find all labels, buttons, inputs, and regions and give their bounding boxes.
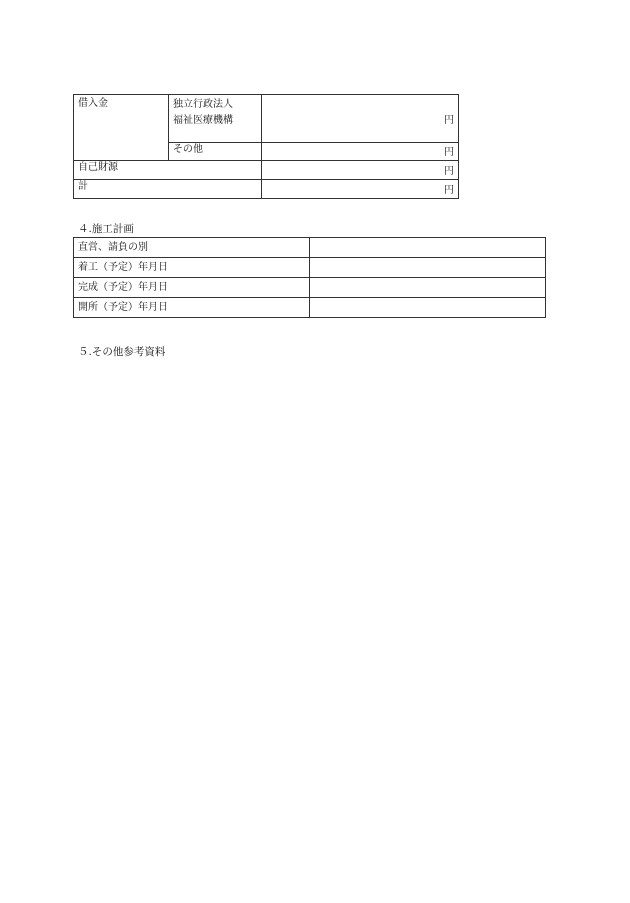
loan-label: 借入金: [78, 98, 108, 109]
yen-unit: 円: [444, 185, 454, 196]
plan-label-opening-date: 開所（予定）年月日: [74, 298, 310, 318]
lender-wam-cell: [169, 95, 262, 143]
total-label: 計: [78, 181, 88, 192]
plan-value-contract-type[interactable]: [310, 238, 546, 258]
table-row: [74, 180, 459, 199]
yen-unit: 円: [444, 166, 454, 177]
total-cell: [74, 180, 262, 199]
yen-unit: 円: [444, 147, 454, 158]
section-heading-reference-materials: ５.その他参考資料: [78, 346, 166, 358]
table-row: [74, 95, 459, 143]
funding-sources-table: [73, 94, 459, 199]
own-funds-amount[interactable]: [262, 161, 459, 180]
plan-value-completion-date[interactable]: [310, 278, 546, 298]
plan-label-contract-type: 直営、請負の別: [74, 238, 310, 258]
plan-label-start-date: 着工（予定）年月日: [74, 258, 310, 278]
loan-label-cell: [74, 95, 169, 161]
lender-other-label: その他: [173, 144, 203, 155]
lender-wam-amount[interactable]: [262, 95, 459, 143]
plan-value-opening-date[interactable]: [310, 298, 546, 318]
table-row: [74, 298, 546, 318]
lender-other-amount[interactable]: [262, 143, 459, 161]
lender-other-cell: [169, 143, 262, 161]
table-row: [74, 278, 546, 298]
lender-wam-line2: 福祉医療機構: [173, 115, 233, 126]
construction-plan-table: [73, 237, 546, 318]
yen-unit: 円: [444, 114, 454, 126]
plan-value-start-date[interactable]: [310, 258, 546, 278]
lender-wam-line1: 独立行政法人: [173, 99, 233, 110]
own-funds-cell: [74, 161, 262, 180]
table-row: [74, 258, 546, 278]
section-heading-construction-plan: ４.施工計画: [78, 223, 134, 235]
table-row: [74, 161, 459, 180]
total-amount[interactable]: [262, 180, 459, 199]
plan-label-completion-date: 完成（予定）年月日: [74, 278, 310, 298]
table-row: [74, 238, 546, 258]
own-funds-label: 自己財源: [78, 162, 118, 173]
